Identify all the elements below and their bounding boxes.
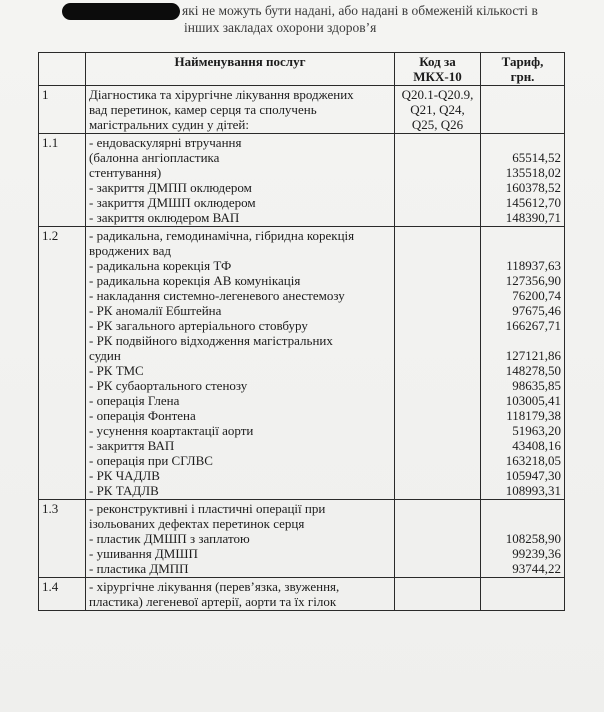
tariff-value: 51963,20 [512,423,561,438]
service-line: - хірургічне лікування (перев’язка, звуження, [89,579,340,594]
service-line: - РК субаортального стенозу [89,378,248,393]
service-line: - операція при СГЛВС [89,453,213,468]
service-line: магістральних судин у дітей: [89,117,249,132]
service-line: - РК ЧАДЛВ [89,468,160,483]
tariff-value: 99239,36 [512,546,561,561]
service-line: - закриття оклюдером ВАП [89,210,240,225]
tariff-value: 145612,70 [505,195,561,210]
service-line: стентування) [89,165,162,180]
service-line: - РК подвійного відходження магістральних [89,333,333,348]
service-line: - РК аномалії Ебштейна [89,303,222,318]
tariff-value: 135518,02 [505,165,561,180]
service-line: ізольованих дефектах перетинок серця [89,516,305,531]
row-number: 1 [39,86,86,134]
tariff-value [484,117,561,132]
tariff-value [484,333,561,348]
service-line: - усунення коартактації аорти [89,423,254,438]
service-line: - пластика ДМПП [89,561,189,576]
service-line: пластика) легеневої артерії, аорти та їх гілок [89,594,337,609]
icd-code-line: Q20.1-Q20.9, [401,87,474,102]
table-row [39,227,565,500]
tariff-value [484,87,561,102]
icd-code [395,86,481,134]
tariff-value: 166267,71 [505,318,561,333]
header-code-line1: Код за [419,54,456,69]
tariff-value [484,243,561,258]
header-line-1: які не можуть бути надані, або надані в обмеженій кількості в [182,3,538,18]
service-line: - реконструктивні і пластичні операції при [89,501,326,516]
tariff-value: 76200,74 [512,288,561,303]
tariff-value: 127356,90 [505,273,561,288]
service-line: - РК ТМС [89,363,144,378]
tariff-value: 148278,50 [505,363,561,378]
service-name [86,227,395,500]
service-line: вад перетинок, камер серця та сполучень [89,102,317,117]
service-line: - РК загального артеріального стовбуру [89,318,308,333]
row-number: 1.1 [39,134,86,227]
tariff-value: 127121,86 [505,348,561,363]
service-name [86,134,395,227]
redaction-mark [62,3,180,20]
icd-code [395,134,481,227]
service-line: - ушивання ДМШП [89,546,198,561]
header-line-2: інших закладах охорони здоров’я [184,20,377,35]
service-name [86,86,395,134]
service-name [86,578,395,611]
service-line: - накладання системно-легеневого анестемозу [89,288,345,303]
tariff-value [484,228,561,243]
tariff-value: 97675,46 [512,303,561,318]
row-number: 1.3 [39,500,86,578]
table-row [39,134,565,227]
service-line: - закриття ДМШП оклюдером [89,195,256,210]
tariff-value: 93744,22 [512,561,561,576]
tariff-value [484,501,561,516]
tariff-value: 148390,71 [505,210,561,225]
tariff [481,134,565,227]
service-line: - операція Фонтена [89,408,196,423]
tariff-value [484,102,561,117]
service-line: - операція Глена [89,393,180,408]
header-name: Найменування послуг [86,53,395,86]
tariff-value: 163218,05 [505,453,561,468]
services-table [38,52,565,611]
tariff-value [484,579,561,594]
service-line: Діагностика та хірургічне лікування вроджених [89,87,354,102]
icd-code [395,500,481,578]
service-line: судин [89,348,121,363]
tariff-value: 65514,52 [512,150,561,165]
tariff-value: 103005,41 [505,393,561,408]
tariff-value: 105947,30 [505,468,561,483]
tariff-value: 98635,85 [512,378,561,393]
header-tariff-line2: грн. [510,69,535,84]
tariff [481,227,565,500]
table-row [39,500,565,578]
header-code-line2: МКХ-10 [413,69,462,84]
table-row [39,86,565,134]
header-tariff-line1: Тариф, [501,54,544,69]
service-line: (балонна ангіопластика [89,150,220,165]
tariff-value: 108258,90 [505,531,561,546]
table-row [39,578,565,611]
tariff-value: 118179,38 [506,408,561,423]
service-line: - РК ТАДЛВ [89,483,159,498]
tariff-value [484,594,561,609]
icd-code-line: Q25, Q26 [411,117,464,132]
icd-code-line: Q21, Q24, [410,102,465,117]
header-code [395,53,481,86]
icd-code [395,578,481,611]
service-line: - закриття ВАП [89,438,175,453]
service-line: - закриття ДМПП оклюдером [89,180,252,195]
tariff-value [484,135,561,150]
tariff [481,86,565,134]
service-line: вроджених вад [89,243,171,258]
tariff-value: 118937,63 [506,258,561,273]
service-name [86,500,395,578]
service-line: - ендоваскулярні втручання [89,135,242,150]
table-header-row [39,53,565,86]
tariff [481,500,565,578]
icd-code [395,227,481,500]
service-line: - радикальна, гемодинамічна, гібридна корекція [89,228,355,243]
header-num [39,53,86,86]
service-line: - пластик ДМШП з заплатою [89,531,250,546]
row-number: 1.4 [39,578,86,611]
tariff-value [484,516,561,531]
header-tariff [481,53,565,86]
row-number: 1.2 [39,227,86,500]
service-line: - радикальна корекція АВ комунікація [89,273,301,288]
service-line: - радикальна корекція ТФ [89,258,232,273]
tariff [481,578,565,611]
tariff-value: 43408,16 [512,438,561,453]
tariff-value: 108993,31 [505,483,561,498]
tariff-value: 160378,52 [505,180,561,195]
